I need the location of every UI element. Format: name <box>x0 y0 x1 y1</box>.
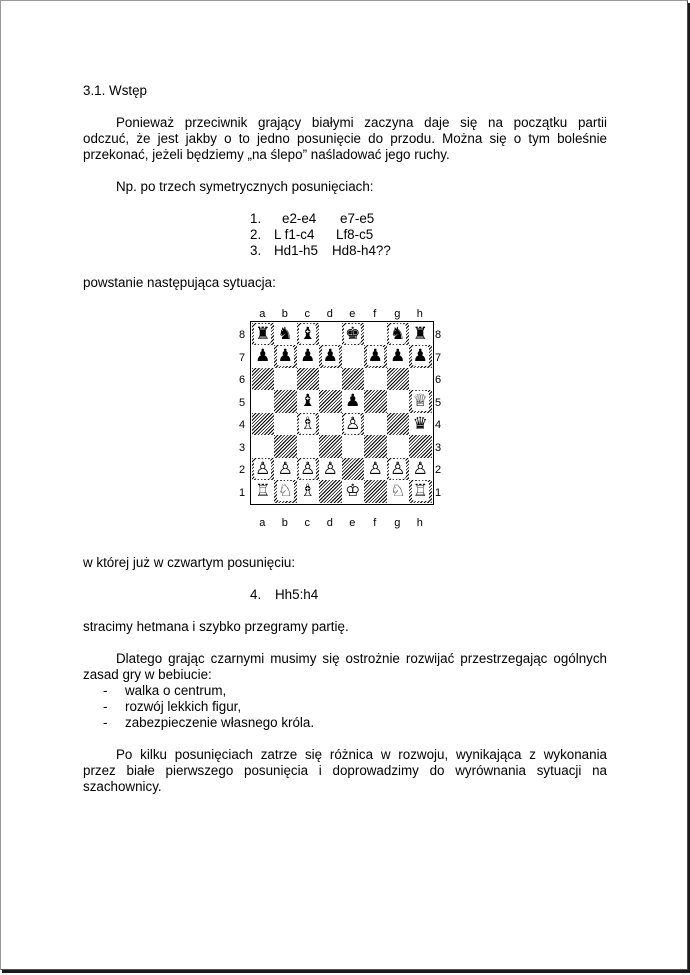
board-square-h1 <box>409 480 432 503</box>
file-label: a <box>259 517 266 529</box>
board-square-c8 <box>297 323 320 346</box>
paragraph-intro <box>83 115 607 163</box>
chess-piece-icon: ♟ <box>255 346 271 366</box>
rank-label: 2 <box>434 464 442 476</box>
rank-label: 3 <box>434 441 442 454</box>
board-square-c6 <box>297 368 320 391</box>
list-item: rozwój lekkich figur, <box>125 699 242 714</box>
file-label: d <box>326 517 333 529</box>
board-square-h4 <box>409 413 432 436</box>
board-square-g6 <box>387 368 410 391</box>
chess-piece-icon: ♟ <box>300 346 316 366</box>
list-item: zabezpieczenie własnego króla. <box>125 715 315 730</box>
board-square-f2 <box>364 458 387 481</box>
move-white: e2-e4 <box>282 211 317 226</box>
move-number: 4. <box>250 587 262 602</box>
board-square-e6 <box>342 368 365 391</box>
board-square-d3 <box>319 435 342 458</box>
board-square-c4 <box>297 413 320 436</box>
chess-piece-icon: ♙ <box>367 458 383 479</box>
board-square-e8 <box>342 323 365 346</box>
board-square-f5 <box>364 390 387 413</box>
move-white: L f1-c4 <box>274 227 315 242</box>
rank-label: 7 <box>434 351 442 364</box>
paragraph-line: zasad gry w bebiucie: <box>83 667 212 682</box>
board-square-d1 <box>319 480 342 503</box>
chessboard <box>250 321 434 505</box>
board-square-b1 <box>274 480 297 503</box>
chess-piece-icon: ♟ <box>367 346 383 366</box>
chess-piece-icon: ♙ <box>412 458 428 479</box>
list-item: walka o centrum, <box>125 683 227 698</box>
chess-piece-icon: ♙ <box>322 458 338 479</box>
board-square-d7 <box>319 345 342 368</box>
rank-label: 2 <box>238 464 246 476</box>
board-square-f3 <box>364 435 387 458</box>
board-square-d6 <box>319 368 342 391</box>
board-square-c2 <box>297 458 320 481</box>
board-square-e2 <box>342 458 365 481</box>
file-label: b <box>281 517 288 529</box>
rank-label: 7 <box>238 351 246 364</box>
file-label: c <box>304 308 310 320</box>
file-label: f <box>373 517 377 529</box>
board-square-b5 <box>274 390 297 413</box>
paragraph-line: przez białe pierwszego posunięcia i doprowadzimy do wyrównania sytuacji na <box>83 763 607 778</box>
paragraph-loss: stracimy hetmana i szybko przegramy partię. <box>83 619 349 634</box>
board-square-b7 <box>274 345 297 368</box>
board-square-f7 <box>364 345 387 368</box>
chess-piece-icon: ♘ <box>390 481 406 501</box>
chess-piece-icon: ♙ <box>390 458 406 479</box>
chess-piece-icon: ♝ <box>300 323 316 344</box>
chess-piece-icon: ♗ <box>300 413 316 434</box>
move-black: Lf8-c5 <box>336 227 374 242</box>
chess-piece-icon: ♝ <box>300 391 316 411</box>
file-label: d <box>326 308 333 320</box>
chess-piece-icon: ♛ <box>412 413 428 434</box>
paragraph-line: Dlatego grając czarnymi musimy się ostrożnie rozwijać przestrzegając ogólnych <box>116 651 607 666</box>
board-square-e7 <box>342 345 365 368</box>
file-label: h <box>416 517 423 529</box>
chess-piece-icon: ♜ <box>412 323 428 344</box>
board-square-g2 <box>387 458 410 481</box>
rank-label: 6 <box>238 374 246 386</box>
board-square-f1 <box>364 480 387 503</box>
move-number: 3. <box>250 243 262 258</box>
rank-label: 1 <box>238 486 246 499</box>
chess-piece-icon: ♟ <box>277 346 293 366</box>
board-square-c1 <box>297 480 320 503</box>
board-square-b4 <box>274 413 297 436</box>
rank-label: 3 <box>238 441 246 454</box>
board-square-a5 <box>252 390 275 413</box>
rank-label: 5 <box>434 396 442 409</box>
board-square-b6 <box>274 368 297 391</box>
paragraph-line: odczuć, że jest jakby o to jedno posunięcie do przodu. Można się o tym boleśnie <box>83 131 607 146</box>
board-square-a3 <box>252 435 275 458</box>
board-square-g3 <box>387 435 410 458</box>
chess-piece-icon: ♙ <box>300 458 316 479</box>
board-square-a8 <box>252 323 275 346</box>
rank-label: 5 <box>238 396 246 409</box>
board-square-d2 <box>319 458 342 481</box>
chess-piece-icon: ♟ <box>390 346 406 366</box>
board-square-c5 <box>297 390 320 413</box>
board-square-b8 <box>274 323 297 346</box>
board-square-b3 <box>274 435 297 458</box>
file-label: h <box>416 308 423 320</box>
board-square-e1 <box>342 480 365 503</box>
board-square-h7 <box>409 345 432 368</box>
bullet-mark: - <box>103 699 108 714</box>
paragraph-situation: powstanie następująca sytuacja: <box>83 275 276 290</box>
rank-label: 6 <box>434 374 442 386</box>
board-square-g8 <box>387 323 410 346</box>
rank-label: 4 <box>238 419 246 431</box>
paragraph-line: szachownicy. <box>83 779 162 794</box>
board-square-c7 <box>297 345 320 368</box>
file-label: e <box>349 308 356 320</box>
paragraph-principles <box>83 651 607 683</box>
file-label: g <box>394 308 401 320</box>
move-black: e7-e5 <box>340 211 375 226</box>
chess-piece-icon: ♙ <box>255 458 271 479</box>
chess-piece-icon: ♙ <box>345 413 361 434</box>
board-square-f6 <box>364 368 387 391</box>
chess-piece-icon: ♟ <box>345 391 361 411</box>
board-square-f4 <box>364 413 387 436</box>
chess-piece-icon: ♚ <box>345 323 361 344</box>
chess-piece-icon: ♕ <box>412 391 428 411</box>
file-label: g <box>394 517 401 529</box>
file-label: e <box>349 517 356 529</box>
board-square-a2 <box>252 458 275 481</box>
chess-piece-icon: ♞ <box>390 323 406 344</box>
paragraph-line: Po kilku posunięciach zatrze się różnica w rozwoju, wynikająca z wykonania <box>116 747 607 762</box>
chess-piece-icon: ♜ <box>255 323 271 344</box>
rank-label: 8 <box>238 329 246 341</box>
board-square-b2 <box>274 458 297 481</box>
board-square-h3 <box>409 435 432 458</box>
bullet-mark: - <box>103 715 108 730</box>
paragraph-line: Ponieważ przeciwnik grający białymi zaczyna daje się na początku partii <box>116 115 607 130</box>
move-black: Hd8-h4?? <box>332 243 391 258</box>
chess-piece-icon: ♖ <box>412 481 428 501</box>
board-square-e5 <box>342 390 365 413</box>
board-square-g7 <box>387 345 410 368</box>
board-square-e3 <box>342 435 365 458</box>
paragraph-fourth-move: w której już w czwartym posunięciu: <box>83 555 296 570</box>
chess-piece-icon: ♟ <box>412 346 428 366</box>
board-square-a7 <box>252 345 275 368</box>
board-square-a4 <box>252 413 275 436</box>
rank-label: 1 <box>434 486 442 499</box>
board-square-f8 <box>364 323 387 346</box>
paragraph-example: Np. po trzech symetrycznych posunięciach: <box>116 179 374 194</box>
bullet-mark: - <box>103 683 108 698</box>
move-number: 1. <box>250 211 262 226</box>
board-square-g1 <box>387 480 410 503</box>
chess-piece-icon: ♘ <box>277 481 293 501</box>
board-square-g4 <box>387 413 410 436</box>
paragraph-conclusion <box>83 747 607 795</box>
board-square-h6 <box>409 368 432 391</box>
board-square-a1 <box>252 480 275 503</box>
board-square-h2 <box>409 458 432 481</box>
board-square-e4 <box>342 413 365 436</box>
board-square-a6 <box>252 368 275 391</box>
chess-piece-icon: ♙ <box>277 458 293 479</box>
rank-label: 8 <box>434 329 442 341</box>
file-label: c <box>304 517 310 529</box>
move-white: Hd1-h5 <box>274 243 318 258</box>
move-number: 2. <box>250 227 262 242</box>
board-square-h5 <box>409 390 432 413</box>
chess-piece-icon: ♟ <box>322 346 338 366</box>
board-square-c3 <box>297 435 320 458</box>
file-label: f <box>373 308 377 320</box>
chess-piece-icon: ♖ <box>255 481 271 501</box>
section-heading: 3.1. Wstęp <box>83 83 148 98</box>
board-square-g5 <box>387 390 410 413</box>
move-white: Hh5:h4 <box>275 587 319 602</box>
file-label: b <box>281 308 288 320</box>
chess-piece-icon: ♗ <box>300 481 316 501</box>
rank-label: 4 <box>434 419 442 431</box>
paragraph-line: przekonać, jeżeli będziemy „na ślepo” naśladować jego ruchy. <box>83 147 450 162</box>
board-square-d4 <box>319 413 342 436</box>
chess-piece-icon: ♞ <box>277 323 293 344</box>
board-square-h8 <box>409 323 432 346</box>
chess-piece-icon: ♔ <box>345 481 361 501</box>
file-label: a <box>259 308 266 320</box>
board-square-d8 <box>319 323 342 346</box>
board-square-d5 <box>319 390 342 413</box>
